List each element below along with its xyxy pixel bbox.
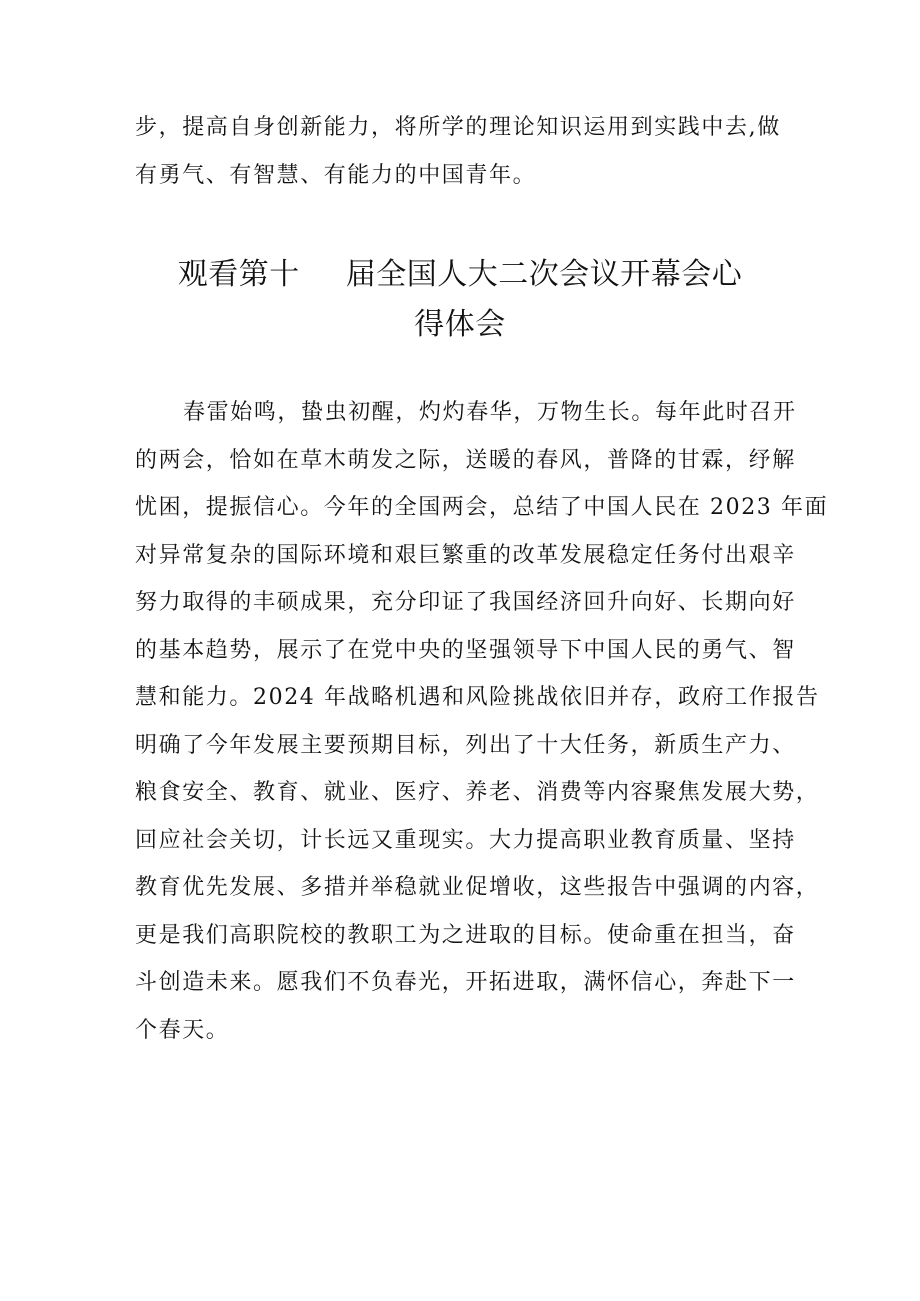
text-line: 更是我们高职院校的教职工为之进取的目标。使命重在担当，奋 <box>135 922 796 948</box>
title-part-b: 届全国人大二次会议开幕会心 <box>345 257 743 292</box>
title-part-a: 观看第十 <box>177 257 300 292</box>
article-body <box>135 389 829 1054</box>
title-line-2: 得体会 <box>414 307 506 342</box>
text-line: 的基本趋势，展示了在党中央的坚强领导下中国人民的勇气、智 <box>135 637 796 663</box>
text-line: 回应社会关切，计长远又重现实。大力提高职业教育质量、坚持 <box>135 827 796 853</box>
text-line-content: 春雷始鸣，蛰虫初醒，灼灼春华，万物生长。每年此时召开 <box>183 400 797 425</box>
previous-paragraph <box>135 104 797 199</box>
text-line: 粮食安全、教育、就业、医疗、养老、消费等内容聚焦发展大势， <box>135 780 820 805</box>
title-line-1 <box>100 250 820 300</box>
text-line: 对异常复杂的国际环境和艰巨繁重的改革发展稳定任务付出艰辛 <box>135 542 796 568</box>
text-line: 斗创造未来。愿我们不负春光，开拓进取，满怀信心，奔赴下一 <box>135 970 796 995</box>
text-line: 教育优先发展、多措并举稳就业促增收，这些报告中强调的内容， <box>135 875 820 900</box>
text-line: 努力取得的丰硕成果，充分印证了我国经济回升向好、长期向好 <box>135 590 796 615</box>
text-line: 的两会，恰如在草木萌发之际，送暖的春风，普降的甘霖，纾解 <box>135 447 796 473</box>
text-line: 个春天。 <box>135 1017 230 1043</box>
text-line <box>135 389 797 437</box>
text-line: 明确了今年发展主要预期目标，列出了十大任务，新质生产力、 <box>135 732 796 758</box>
article-title <box>100 250 820 350</box>
text-line: 步，提高自身创新能力，将所学的理论知识运用到实践中去,做 <box>135 115 781 140</box>
text-line: 有勇气、有智慧、有能力的中国青年。 <box>135 162 537 188</box>
text-line: 慧和能力。2024 年战略机遇和风险挑战依旧并存，政府工作报告 <box>135 685 820 710</box>
text-line: 忧困，提振信心。今年的全国两会，总结了中国人民在 2023 年面 <box>135 495 829 520</box>
